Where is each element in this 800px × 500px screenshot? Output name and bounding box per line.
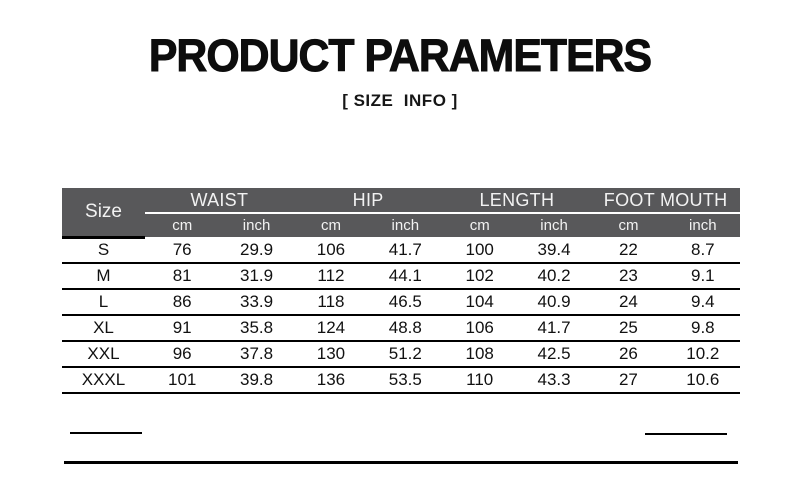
value-cell: 8.7 bbox=[666, 237, 740, 263]
page-subtitle: [ SIZE INFO ] bbox=[342, 91, 458, 110]
unit-header-length-cm: cm bbox=[443, 213, 517, 237]
table-row-xxl bbox=[62, 341, 740, 367]
col-group-hip: HIP bbox=[294, 188, 443, 213]
value-cell: 9.4 bbox=[666, 289, 740, 315]
unit-header-foot-mouth-cm: cm bbox=[591, 213, 665, 237]
unit-header-hip-inch: inch bbox=[368, 213, 442, 237]
artifact-line-right bbox=[645, 433, 727, 435]
value-cell: 102 bbox=[443, 263, 517, 289]
size-cell: XXL bbox=[62, 341, 145, 367]
unit-header-foot-mouth-inch: inch bbox=[666, 213, 740, 237]
value-cell: 104 bbox=[443, 289, 517, 315]
size-table bbox=[62, 188, 740, 394]
col-group-length: LENGTH bbox=[443, 188, 592, 213]
value-cell: 106 bbox=[443, 315, 517, 341]
value-cell: 124 bbox=[294, 315, 368, 341]
corner-header-size: Size bbox=[62, 188, 145, 237]
value-cell: 86 bbox=[145, 289, 219, 315]
size-table-body bbox=[62, 237, 740, 393]
col-group-waist: WAIST bbox=[145, 188, 294, 213]
value-cell: 42.5 bbox=[517, 341, 591, 367]
unit-header-row bbox=[62, 213, 740, 237]
value-cell: 41.7 bbox=[517, 315, 591, 341]
value-cell: 35.8 bbox=[219, 315, 293, 341]
value-cell: 40.9 bbox=[517, 289, 591, 315]
size-cell: XL bbox=[62, 315, 145, 341]
value-cell: 48.8 bbox=[368, 315, 442, 341]
value-cell: 43.3 bbox=[517, 367, 591, 393]
value-cell: 101 bbox=[145, 367, 219, 393]
value-cell: 112 bbox=[294, 263, 368, 289]
col-group-foot-mouth: FOOT MOUTH bbox=[591, 188, 740, 213]
value-cell: 40.2 bbox=[517, 263, 591, 289]
value-cell: 25 bbox=[591, 315, 665, 341]
artifact-line-full bbox=[64, 461, 738, 464]
value-cell: 10.6 bbox=[666, 367, 740, 393]
group-header-row bbox=[62, 188, 740, 213]
value-cell: 44.1 bbox=[368, 263, 442, 289]
table-row-xl bbox=[62, 315, 740, 341]
value-cell: 51.2 bbox=[368, 341, 442, 367]
value-cell: 91 bbox=[145, 315, 219, 341]
value-cell: 76 bbox=[145, 237, 219, 263]
value-cell: 53.5 bbox=[368, 367, 442, 393]
value-cell: 136 bbox=[294, 367, 368, 393]
value-cell: 41.7 bbox=[368, 237, 442, 263]
value-cell: 9.1 bbox=[666, 263, 740, 289]
page-title: PRODUCT PARAMETERS bbox=[148, 30, 652, 81]
value-cell: 27 bbox=[591, 367, 665, 393]
value-cell: 39.4 bbox=[517, 237, 591, 263]
size-table-header bbox=[62, 188, 740, 237]
size-cell: L bbox=[62, 289, 145, 315]
value-cell: 10.2 bbox=[666, 341, 740, 367]
value-cell: 130 bbox=[294, 341, 368, 367]
size-cell: M bbox=[62, 263, 145, 289]
value-cell: 33.9 bbox=[219, 289, 293, 315]
unit-header-waist-cm: cm bbox=[145, 213, 219, 237]
table-row-l bbox=[62, 289, 740, 315]
value-cell: 9.8 bbox=[666, 315, 740, 341]
artifact-line-left bbox=[70, 432, 142, 434]
unit-header-hip-cm: cm bbox=[294, 213, 368, 237]
value-cell: 81 bbox=[145, 263, 219, 289]
table-row-s bbox=[62, 237, 740, 263]
unit-header-length-inch: inch bbox=[517, 213, 591, 237]
size-cell: XXXL bbox=[62, 367, 145, 393]
value-cell: 24 bbox=[591, 289, 665, 315]
value-cell: 26 bbox=[591, 341, 665, 367]
value-cell: 100 bbox=[443, 237, 517, 263]
value-cell: 118 bbox=[294, 289, 368, 315]
unit-header-waist-inch: inch bbox=[219, 213, 293, 237]
value-cell: 108 bbox=[443, 341, 517, 367]
value-cell: 39.8 bbox=[219, 367, 293, 393]
table-row-xxxl bbox=[62, 367, 740, 393]
value-cell: 22 bbox=[591, 237, 665, 263]
value-cell: 106 bbox=[294, 237, 368, 263]
value-cell: 31.9 bbox=[219, 263, 293, 289]
value-cell: 29.9 bbox=[219, 237, 293, 263]
value-cell: 23 bbox=[591, 263, 665, 289]
table-row-m bbox=[62, 263, 740, 289]
size-cell: S bbox=[62, 237, 145, 263]
value-cell: 37.8 bbox=[219, 341, 293, 367]
value-cell: 46.5 bbox=[368, 289, 442, 315]
value-cell: 110 bbox=[443, 367, 517, 393]
value-cell: 96 bbox=[145, 341, 219, 367]
